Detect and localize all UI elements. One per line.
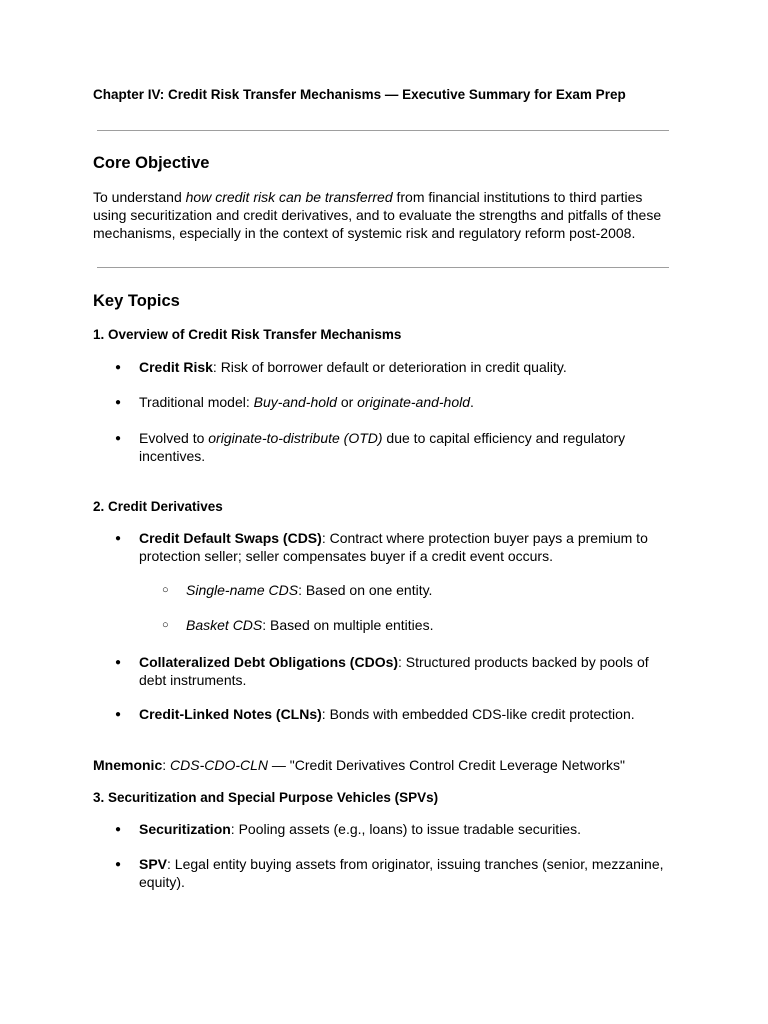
subsection-heading-securitization: 3. Securitization and Special Purpose Vehicles (SPVs) [93, 790, 439, 805]
sub-list-item: ○ Basket CDS: Based on multiple entities. [186, 617, 676, 635]
term: Credit Risk [139, 359, 213, 375]
emphasis: how credit risk can be transferred [185, 189, 393, 205]
list-item: ● Evolved to originate-to-distribute (OTD) due to capital efficiency and regulatory incentives. [139, 430, 679, 465]
subsection-heading-overview: 1. Overview of Credit Risk Transfer Mechanisms [93, 327, 402, 342]
horizontal-divider [97, 267, 669, 268]
subsection-heading-credit-derivatives: 2. Credit Derivatives [93, 499, 223, 514]
term: Credit-Linked Notes (CLNs) [139, 706, 322, 722]
list-item: ● Credit Risk: Risk of borrower default or deterioration in credit quality. [139, 359, 679, 377]
list-item: ● Credit Default Swaps (CDS): Contract where protection buyer pays a premium to protection seller; seller compensates buyer if a credit event occurs. [139, 530, 679, 565]
list-item: ● Securitization: Pooling assets (e.g., loans) to issue tradable securities. [139, 821, 679, 839]
list-item: ● Traditional model: Buy-and-hold or originate-and-hold. [139, 394, 679, 412]
term: Credit Default Swaps (CDS) [139, 530, 322, 546]
list-item: ● Collateralized Debt Obligations (CDOs): Structured products backed by pools of debt instruments. [139, 654, 679, 689]
document-title: Chapter IV: Credit Risk Transfer Mechanisms — Executive Summary for Exam Prep [93, 87, 626, 102]
term: Securitization [139, 821, 231, 837]
core-objective-paragraph: To understand how credit risk can be transferred from financial institutions to third parties using securitization and credit derivatives, and to evaluate the strengths and pitfalls of these mechanisms, especially in the context of systemic risk and regulatory reform post-2008. [93, 189, 662, 241]
term: SPV [139, 856, 168, 872]
list-item: ● Credit-Linked Notes (CLNs): Bonds with embedded CDS-like credit protection. [139, 706, 679, 724]
sub-list-item: ○ Single-name CDS: Based on one entity. [186, 582, 676, 600]
section-heading-key-topics: Key Topics [93, 292, 180, 310]
term: Collateralized Debt Obligations (CDOs) [139, 654, 399, 670]
section-heading-core-objective: Core Objective [93, 154, 210, 172]
mnemonic-line: Mnemonic: CDS-CDO-CLN — "Credit Derivatives Control Credit Leverage Networks" [93, 757, 625, 773]
list-item: ● SPV: Legal entity buying assets from originator, issuing tranches (senior, mezzanine, equity). [139, 856, 679, 891]
horizontal-divider [97, 130, 669, 131]
